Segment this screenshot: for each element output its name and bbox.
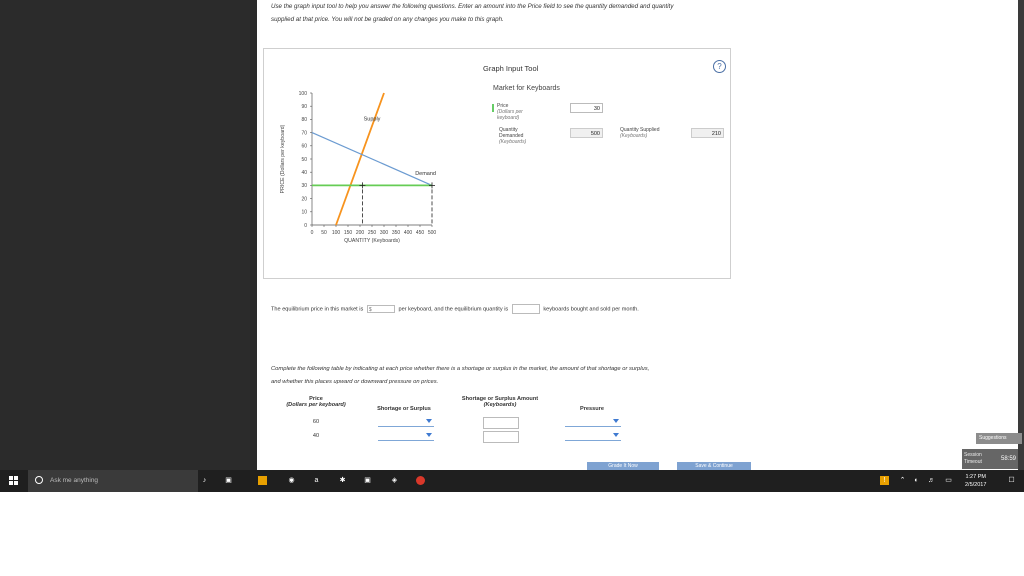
main-content	[257, 0, 1018, 470]
left-dark-panel	[0, 0, 257, 470]
price-header: Price (Dollars per keyboard)	[286, 396, 346, 408]
row-price-2: 40	[312, 433, 320, 439]
y-axis-label: PRICE (Dollars per keyboard)	[280, 124, 286, 194]
shortage-surplus-header: Shortage or Surplus	[377, 406, 431, 412]
table-instructions-line1: Complete the following table by indicating at each price whether there is a shortage or surplus in the market, the amount of that shortage or surplus,	[271, 366, 650, 372]
market-title: Market for Keyboards	[493, 85, 560, 92]
notification-warning-icon[interactable]: !	[880, 476, 889, 485]
microphone-icon[interactable]: ♪	[202, 477, 207, 484]
pressure-dropdown-2[interactable]	[565, 430, 621, 441]
action-center-icon[interactable]: ☐	[1008, 477, 1015, 484]
equilibrium-price-input[interactable]: $	[367, 305, 395, 313]
taskbar-clock[interactable]: 1:27 PM 2/5/2017	[965, 474, 987, 488]
price-label: Price (Dollars per keyboard)	[497, 103, 523, 121]
y-tick-label: 80	[301, 117, 307, 124]
table-instructions	[271, 363, 791, 389]
chevron-down-icon	[426, 419, 432, 423]
chevron-down-icon	[426, 433, 432, 437]
session-timeout	[962, 449, 1018, 469]
x-tick-label: 350	[391, 230, 401, 236]
y-tick-label: 40	[301, 170, 307, 176]
pressure-header: Pressure	[580, 406, 604, 412]
quantity-supplied-label: Quantity Supplied (Keyboards)	[620, 127, 660, 139]
quantity-demanded-label: Quantity Demanded (Keyboards)	[499, 127, 527, 145]
taskbar	[0, 470, 1024, 492]
x-tick-label: 250	[367, 230, 377, 236]
x-tick-label: 500	[427, 230, 437, 236]
volume-icon[interactable]: ♬	[928, 477, 935, 484]
graph-input-tool	[263, 48, 731, 279]
tool-title: Graph Input Tool	[483, 64, 539, 73]
chevron-up-icon[interactable]: ⌃	[899, 477, 906, 484]
quantity-demanded-value: 500	[570, 128, 603, 138]
session-timeout-time: 58:59	[1000, 456, 1016, 462]
price-marker-icon	[492, 104, 494, 112]
taskbar-search[interactable]	[28, 470, 198, 492]
chevron-down-icon	[613, 433, 619, 437]
cortana-icon	[35, 476, 43, 484]
pressure-dropdown-1[interactable]	[565, 416, 621, 427]
table-instructions-line2: and whether this places upward or downward pressure on prices.	[271, 379, 439, 385]
y-tick-label: 30	[301, 183, 307, 190]
x-tick-label: 200	[355, 230, 365, 236]
app-icon-3[interactable]: ◈	[391, 477, 398, 484]
amazon-icon[interactable]: a	[314, 477, 319, 484]
quantity-supplied-value: 210	[691, 128, 724, 138]
supply-curve	[336, 93, 384, 225]
chevron-down-icon	[613, 419, 619, 423]
session-timeout-label: Session Timeout	[964, 452, 982, 465]
taskbar-search-text: Ask me anything	[50, 477, 99, 484]
grade-it-now-button[interactable]: Grade It Now	[587, 462, 659, 471]
app-icon-2[interactable]: ▣	[364, 477, 371, 484]
x-tick-label: 400	[403, 230, 413, 236]
save-continue-button[interactable]: Save & Continue	[677, 462, 751, 471]
amount-header: Shortage or Surplus Amount (Keyboards)	[461, 396, 539, 408]
chrome-icon[interactable]	[416, 476, 425, 485]
instructions-line2: supplied at that price. You will not be graded on any changes you make to this graph.	[271, 16, 504, 23]
x-tick-label: 450	[415, 230, 425, 236]
suggestions-button[interactable]: Suggestions	[976, 433, 1022, 444]
y-tick-label: 60	[301, 143, 307, 150]
edge-icon[interactable]: ◉	[288, 477, 295, 484]
x-tick-label: 150	[343, 230, 353, 236]
question-text-2: per keyboard, and the equilibrium quantity is	[398, 306, 509, 313]
x-tick-label: 100	[331, 230, 341, 236]
keyboard-icon[interactable]: ▭	[945, 477, 952, 484]
question-text-3: keyboards bought and sold per month.	[543, 306, 639, 313]
question-text-1: The equilibrium price in this market is	[271, 306, 364, 313]
price-input[interactable]: 30	[570, 103, 603, 113]
shortage-surplus-dropdown-2[interactable]	[378, 430, 434, 441]
amount-input-2[interactable]	[483, 431, 519, 443]
amount-input-1[interactable]	[483, 417, 519, 429]
help-icon[interactable]: ?	[713, 60, 726, 73]
y-tick-label: 10	[301, 209, 307, 216]
y-tick-label: 70	[301, 130, 307, 137]
x-tick-label: 50	[321, 230, 327, 236]
equilibrium-quantity-input[interactable]	[512, 304, 540, 314]
equilibrium-question	[271, 304, 639, 314]
y-tick-label: 100	[298, 90, 307, 97]
graph-instructions	[271, 0, 761, 26]
supply-demand-chart	[276, 87, 476, 257]
supply-label: Supply	[363, 116, 381, 123]
y-tick-label: 0	[304, 222, 307, 229]
windows-start-icon[interactable]	[9, 476, 19, 486]
demand-label: Demand	[415, 170, 436, 177]
file-explorer-icon[interactable]	[258, 476, 267, 485]
shortage-surplus-dropdown-1[interactable]	[378, 416, 434, 427]
y-tick-label: 20	[301, 196, 307, 203]
row-price-1: 60	[312, 419, 320, 425]
demand-curve	[312, 133, 432, 186]
task-view-icon[interactable]: ▣	[225, 477, 232, 484]
scrollbar[interactable]	[1018, 0, 1024, 470]
y-tick-label: 50	[301, 156, 307, 163]
app-icon-1[interactable]: ✱	[339, 477, 346, 484]
x-axis-label: QUANTITY (Keyboards)	[344, 238, 400, 244]
wifi-icon[interactable]: ◐	[914, 477, 919, 484]
x-tick-label: 300	[379, 230, 389, 236]
x-tick-label: 0	[310, 230, 314, 236]
instructions-line1: Use the graph input tool to help you answer the following questions. Enter an amount into the Price field to see the quantity demanded and quantity	[271, 3, 674, 10]
y-tick-label: 90	[301, 104, 307, 110]
